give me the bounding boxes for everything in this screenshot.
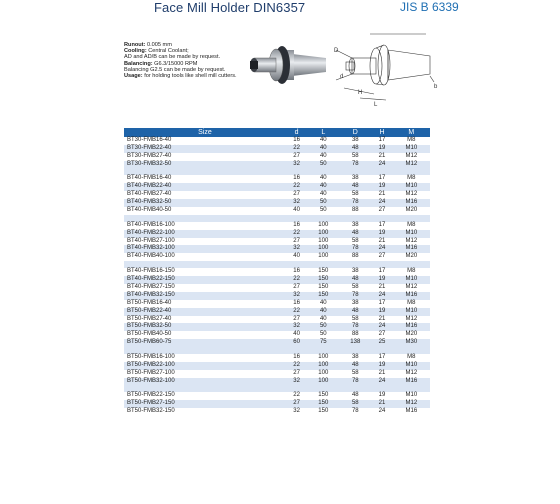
h-cell: 27 bbox=[371, 253, 392, 261]
m-cell: M10 bbox=[393, 230, 430, 238]
l-cell: 100 bbox=[307, 362, 339, 370]
l-cell: 40 bbox=[307, 175, 339, 183]
size-cell: BT50-FMB22-100 bbox=[124, 362, 286, 370]
spec-label: Cooling: bbox=[124, 48, 147, 55]
big-d-cell: 58 bbox=[339, 400, 371, 408]
d-cell: 32 bbox=[286, 408, 307, 416]
spec-label: Usage: bbox=[124, 73, 143, 80]
size-cell: BT40-FMB16-150 bbox=[124, 268, 286, 276]
table-body bbox=[124, 137, 430, 416]
size-cell: BT40-FMB27-40 bbox=[124, 191, 286, 199]
l-cell: 100 bbox=[307, 238, 339, 246]
h-cell: 21 bbox=[371, 238, 392, 246]
size-cell: BT40-FMB16-40 bbox=[124, 175, 286, 183]
h-cell: 24 bbox=[371, 408, 392, 416]
h-cell: 19 bbox=[371, 145, 392, 153]
m-cell: M12 bbox=[393, 400, 430, 408]
table-row bbox=[124, 191, 430, 199]
m-cell: M8 bbox=[393, 354, 430, 362]
h-cell: 24 bbox=[371, 245, 392, 253]
d-cell: 32 bbox=[286, 199, 307, 207]
l-cell: 40 bbox=[307, 300, 339, 308]
group-spacer-row bbox=[124, 386, 430, 393]
d-cell: 22 bbox=[286, 145, 307, 153]
d-cell: 16 bbox=[286, 175, 307, 183]
size-cell: BT50-FMB40-50 bbox=[124, 331, 286, 339]
m-cell: M12 bbox=[393, 153, 430, 161]
h-cell: 19 bbox=[371, 183, 392, 191]
m-cell: M16 bbox=[393, 245, 430, 253]
d-cell: 27 bbox=[286, 191, 307, 199]
m-cell: M10 bbox=[393, 362, 430, 370]
size-cell: BT40-FMB27-150 bbox=[124, 284, 286, 292]
big-d-cell: 38 bbox=[339, 354, 371, 362]
d-cell: 16 bbox=[286, 268, 307, 276]
m-cell: M12 bbox=[393, 370, 430, 378]
m-cell: M12 bbox=[393, 238, 430, 246]
product-photo bbox=[248, 36, 328, 94]
size-cell: BT40-FMB32-150 bbox=[124, 292, 286, 300]
size-cell: BT30-FMB32-50 bbox=[124, 161, 286, 169]
m-cell: M8 bbox=[393, 222, 430, 230]
size-cell: BT40-FMB40-50 bbox=[124, 207, 286, 215]
h-cell: 17 bbox=[371, 268, 392, 276]
size-cell: BT50-FMB27-40 bbox=[124, 316, 286, 324]
l-cell: 150 bbox=[307, 400, 339, 408]
table-row bbox=[124, 339, 430, 347]
spec-text: AD and AD/B can be made by request. bbox=[124, 54, 221, 61]
l-cell: 50 bbox=[307, 199, 339, 207]
table-row bbox=[124, 137, 430, 145]
big-d-cell: 38 bbox=[339, 222, 371, 230]
d-cell: 40 bbox=[286, 253, 307, 261]
col-size-header: Size bbox=[124, 128, 286, 137]
m-cell: M16 bbox=[393, 323, 430, 331]
d-cell: 27 bbox=[286, 238, 307, 246]
table-row bbox=[124, 145, 430, 153]
big-d-cell: 78 bbox=[339, 161, 371, 169]
table-row bbox=[124, 300, 430, 308]
d-cell: 22 bbox=[286, 183, 307, 191]
col-h-header: H bbox=[371, 128, 392, 137]
d-cell: 60 bbox=[286, 339, 307, 347]
table-row bbox=[124, 238, 430, 246]
d-cell: 40 bbox=[286, 207, 307, 215]
h-cell: 21 bbox=[371, 370, 392, 378]
dim-label-d: d bbox=[340, 74, 344, 80]
d-cell: 27 bbox=[286, 284, 307, 292]
col-m-header: M bbox=[393, 128, 430, 137]
dimensions-table bbox=[124, 128, 430, 416]
big-d-cell: 48 bbox=[339, 276, 371, 284]
spec-text: for holding tools like shell mill cutters. bbox=[142, 73, 237, 80]
l-cell: 100 bbox=[307, 230, 339, 238]
table-row bbox=[124, 292, 430, 300]
table-row bbox=[124, 253, 430, 261]
table-row bbox=[124, 323, 430, 331]
size-cell: BT40-FMB32-50 bbox=[124, 199, 286, 207]
size-cell: BT50-FMB32-50 bbox=[124, 323, 286, 331]
size-cell: BT50-FMB27-150 bbox=[124, 400, 286, 408]
spec-list bbox=[124, 42, 244, 79]
m-cell: M12 bbox=[393, 161, 430, 169]
big-d-cell: 78 bbox=[339, 292, 371, 300]
size-cell: BT30-FMB16-40 bbox=[124, 137, 286, 145]
size-cell: BT30-FMB22-40 bbox=[124, 145, 286, 153]
d-cell: 27 bbox=[286, 316, 307, 324]
d-cell: 22 bbox=[286, 308, 307, 316]
big-d-cell: 88 bbox=[339, 253, 371, 261]
d-cell: 22 bbox=[286, 392, 307, 400]
big-d-cell: 38 bbox=[339, 268, 371, 276]
l-cell: 40 bbox=[307, 308, 339, 316]
size-cell: BT40-FMB27-100 bbox=[124, 238, 286, 246]
d-cell: 22 bbox=[286, 230, 307, 238]
big-d-cell: 78 bbox=[339, 378, 371, 386]
d-cell: 22 bbox=[286, 362, 307, 370]
big-d-cell: 58 bbox=[339, 284, 371, 292]
l-cell: 150 bbox=[307, 268, 339, 276]
spacer-cell bbox=[124, 169, 430, 176]
h-cell: 17 bbox=[371, 354, 392, 362]
spec-text: 0.005 mm bbox=[145, 42, 172, 48]
big-d-cell: 58 bbox=[339, 370, 371, 378]
m-cell: M12 bbox=[393, 191, 430, 199]
h-cell: 21 bbox=[371, 284, 392, 292]
big-d-cell: 78 bbox=[339, 408, 371, 416]
d-cell: 32 bbox=[286, 245, 307, 253]
h-cell: 24 bbox=[371, 161, 392, 169]
m-cell: M16 bbox=[393, 378, 430, 386]
m-cell: M10 bbox=[393, 308, 430, 316]
d-cell: 27 bbox=[286, 153, 307, 161]
d-cell: 16 bbox=[286, 222, 307, 230]
spacer-cell bbox=[124, 386, 430, 393]
table-row bbox=[124, 284, 430, 292]
size-cell: BT50-FMB16-40 bbox=[124, 300, 286, 308]
group-spacer-row bbox=[124, 261, 430, 268]
l-cell: 40 bbox=[307, 316, 339, 324]
col-l-header: L bbox=[307, 128, 339, 137]
size-cell: BT40-FMB22-40 bbox=[124, 183, 286, 191]
spacer-cell bbox=[124, 347, 430, 354]
m-cell: M12 bbox=[393, 316, 430, 324]
l-cell: 50 bbox=[307, 161, 339, 169]
table-row bbox=[124, 408, 430, 416]
dim-label-H: H bbox=[358, 90, 363, 96]
big-d-cell: 38 bbox=[339, 175, 371, 183]
m-cell: M10 bbox=[393, 392, 430, 400]
standard-label: JIS B 6339 bbox=[400, 0, 459, 14]
m-cell: M8 bbox=[393, 300, 430, 308]
size-cell: BT50-FMB32-150 bbox=[124, 408, 286, 416]
big-d-cell: 78 bbox=[339, 323, 371, 331]
spacer-cell bbox=[124, 215, 430, 222]
table-row bbox=[124, 316, 430, 324]
l-cell: 150 bbox=[307, 392, 339, 400]
h-cell: 19 bbox=[371, 392, 392, 400]
d-cell: 32 bbox=[286, 378, 307, 386]
l-cell: 40 bbox=[307, 183, 339, 191]
m-cell: M16 bbox=[393, 292, 430, 300]
h-cell: 24 bbox=[371, 199, 392, 207]
h-cell: 24 bbox=[371, 378, 392, 386]
l-cell: 150 bbox=[307, 284, 339, 292]
big-d-cell: 48 bbox=[339, 392, 371, 400]
table-row bbox=[124, 392, 430, 400]
spec-line bbox=[124, 73, 244, 79]
l-cell: 40 bbox=[307, 153, 339, 161]
table-row bbox=[124, 378, 430, 386]
dim-label-b: b bbox=[434, 84, 438, 90]
d-cell: 16 bbox=[286, 354, 307, 362]
h-cell: 21 bbox=[371, 400, 392, 408]
h-cell: 25 bbox=[371, 339, 392, 347]
big-d-cell: 48 bbox=[339, 145, 371, 153]
size-cell: BT50-FMB60-75 bbox=[124, 339, 286, 347]
l-cell: 40 bbox=[307, 137, 339, 145]
size-cell: BT50-FMB16-100 bbox=[124, 354, 286, 362]
m-cell: M12 bbox=[393, 284, 430, 292]
h-cell: 24 bbox=[371, 292, 392, 300]
page-title: Face Mill Holder DIN6357 bbox=[154, 0, 306, 15]
big-d-cell: 78 bbox=[339, 199, 371, 207]
m-cell: M30 bbox=[393, 339, 430, 347]
h-cell: 27 bbox=[371, 207, 392, 215]
size-cell: BT30-FMB27-40 bbox=[124, 153, 286, 161]
l-cell: 100 bbox=[307, 378, 339, 386]
table-row bbox=[124, 245, 430, 253]
big-d-cell: 88 bbox=[339, 331, 371, 339]
spec-label: Balancing: bbox=[124, 60, 153, 67]
d-cell: 16 bbox=[286, 137, 307, 145]
h-cell: 24 bbox=[371, 323, 392, 331]
big-d-cell: 58 bbox=[339, 316, 371, 324]
table-row bbox=[124, 308, 430, 316]
h-cell: 17 bbox=[371, 137, 392, 145]
l-cell: 40 bbox=[307, 145, 339, 153]
l-cell: 100 bbox=[307, 354, 339, 362]
l-cell: 100 bbox=[307, 253, 339, 261]
size-cell: BT40-FMB16-100 bbox=[124, 222, 286, 230]
big-d-cell: 38 bbox=[339, 300, 371, 308]
table-row bbox=[124, 276, 430, 284]
big-d-cell: 48 bbox=[339, 362, 371, 370]
m-cell: M20 bbox=[393, 331, 430, 339]
d-cell: 27 bbox=[286, 370, 307, 378]
col-big-d-header: D bbox=[339, 128, 371, 137]
spec-label: Runout: bbox=[124, 42, 146, 48]
table-row bbox=[124, 183, 430, 191]
d-cell: 22 bbox=[286, 276, 307, 284]
m-cell: M20 bbox=[393, 207, 430, 215]
h-cell: 19 bbox=[371, 276, 392, 284]
big-d-cell: 38 bbox=[339, 137, 371, 145]
m-cell: M20 bbox=[393, 253, 430, 261]
big-d-cell: 88 bbox=[339, 207, 371, 215]
group-spacer-row bbox=[124, 347, 430, 354]
table-row bbox=[124, 153, 430, 161]
table-row bbox=[124, 230, 430, 238]
table-row bbox=[124, 268, 430, 276]
m-cell: M16 bbox=[393, 408, 430, 416]
big-d-cell: 138 bbox=[339, 339, 371, 347]
l-cell: 75 bbox=[307, 339, 339, 347]
dim-label-D: D bbox=[334, 48, 339, 54]
h-cell: 19 bbox=[371, 308, 392, 316]
h-cell: 21 bbox=[371, 191, 392, 199]
big-d-cell: 48 bbox=[339, 183, 371, 191]
big-d-cell: 58 bbox=[339, 238, 371, 246]
m-cell: M10 bbox=[393, 145, 430, 153]
d-cell: 27 bbox=[286, 400, 307, 408]
d-cell: 16 bbox=[286, 300, 307, 308]
table-row bbox=[124, 161, 430, 169]
group-spacer-row bbox=[124, 215, 430, 222]
size-cell: BT40-FMB40-100 bbox=[124, 253, 286, 261]
m-cell: M16 bbox=[393, 199, 430, 207]
d-cell: 32 bbox=[286, 161, 307, 169]
l-cell: 100 bbox=[307, 222, 339, 230]
l-cell: 50 bbox=[307, 331, 339, 339]
d-cell: 32 bbox=[286, 323, 307, 331]
h-cell: 17 bbox=[371, 175, 392, 183]
big-d-cell: 48 bbox=[339, 308, 371, 316]
col-d-header: d bbox=[286, 128, 307, 137]
table-row bbox=[124, 207, 430, 215]
group-spacer-row bbox=[124, 169, 430, 176]
size-cell: BT40-FMB32-100 bbox=[124, 245, 286, 253]
m-cell: M8 bbox=[393, 268, 430, 276]
big-d-cell: 58 bbox=[339, 191, 371, 199]
l-cell: 150 bbox=[307, 276, 339, 284]
big-d-cell: 78 bbox=[339, 245, 371, 253]
h-cell: 17 bbox=[371, 300, 392, 308]
spec-text: Balancing G2.5 can be made by request. bbox=[124, 66, 226, 73]
h-cell: 21 bbox=[371, 153, 392, 161]
spacer-cell bbox=[124, 261, 430, 268]
big-d-cell: 48 bbox=[339, 230, 371, 238]
h-cell: 21 bbox=[371, 316, 392, 324]
m-cell: M10 bbox=[393, 276, 430, 284]
table-row bbox=[124, 354, 430, 362]
table-row bbox=[124, 370, 430, 378]
table-row bbox=[124, 199, 430, 207]
size-cell: BT50-FMB27-100 bbox=[124, 370, 286, 378]
l-cell: 150 bbox=[307, 408, 339, 416]
l-cell: 50 bbox=[307, 207, 339, 215]
table-row bbox=[124, 222, 430, 230]
size-cell: BT50-FMB22-40 bbox=[124, 308, 286, 316]
spec-text: Central Coolant; bbox=[146, 48, 189, 55]
h-cell: 19 bbox=[371, 230, 392, 238]
l-cell: 100 bbox=[307, 245, 339, 253]
technical-drawing bbox=[330, 28, 442, 108]
d-cell: 32 bbox=[286, 292, 307, 300]
l-cell: 150 bbox=[307, 292, 339, 300]
m-cell: M8 bbox=[393, 175, 430, 183]
size-cell: BT50-FMB22-150 bbox=[124, 392, 286, 400]
big-d-cell: 58 bbox=[339, 153, 371, 161]
table-row bbox=[124, 400, 430, 408]
m-cell: M8 bbox=[393, 137, 430, 145]
l-cell: 40 bbox=[307, 191, 339, 199]
m-cell: M10 bbox=[393, 183, 430, 191]
l-cell: 100 bbox=[307, 370, 339, 378]
table-row bbox=[124, 175, 430, 183]
d-cell: 40 bbox=[286, 331, 307, 339]
h-cell: 27 bbox=[371, 331, 392, 339]
table-row bbox=[124, 362, 430, 370]
size-cell: BT50-FMB32-100 bbox=[124, 378, 286, 386]
dim-label-L: L bbox=[374, 102, 378, 108]
spec-text: G6.3/15000 RPM bbox=[152, 60, 198, 67]
h-cell: 19 bbox=[371, 362, 392, 370]
size-cell: BT40-FMB22-150 bbox=[124, 276, 286, 284]
table-row bbox=[124, 331, 430, 339]
table-header-row bbox=[124, 128, 430, 137]
l-cell: 50 bbox=[307, 323, 339, 331]
size-cell: BT40-FMB22-100 bbox=[124, 230, 286, 238]
h-cell: 17 bbox=[371, 222, 392, 230]
